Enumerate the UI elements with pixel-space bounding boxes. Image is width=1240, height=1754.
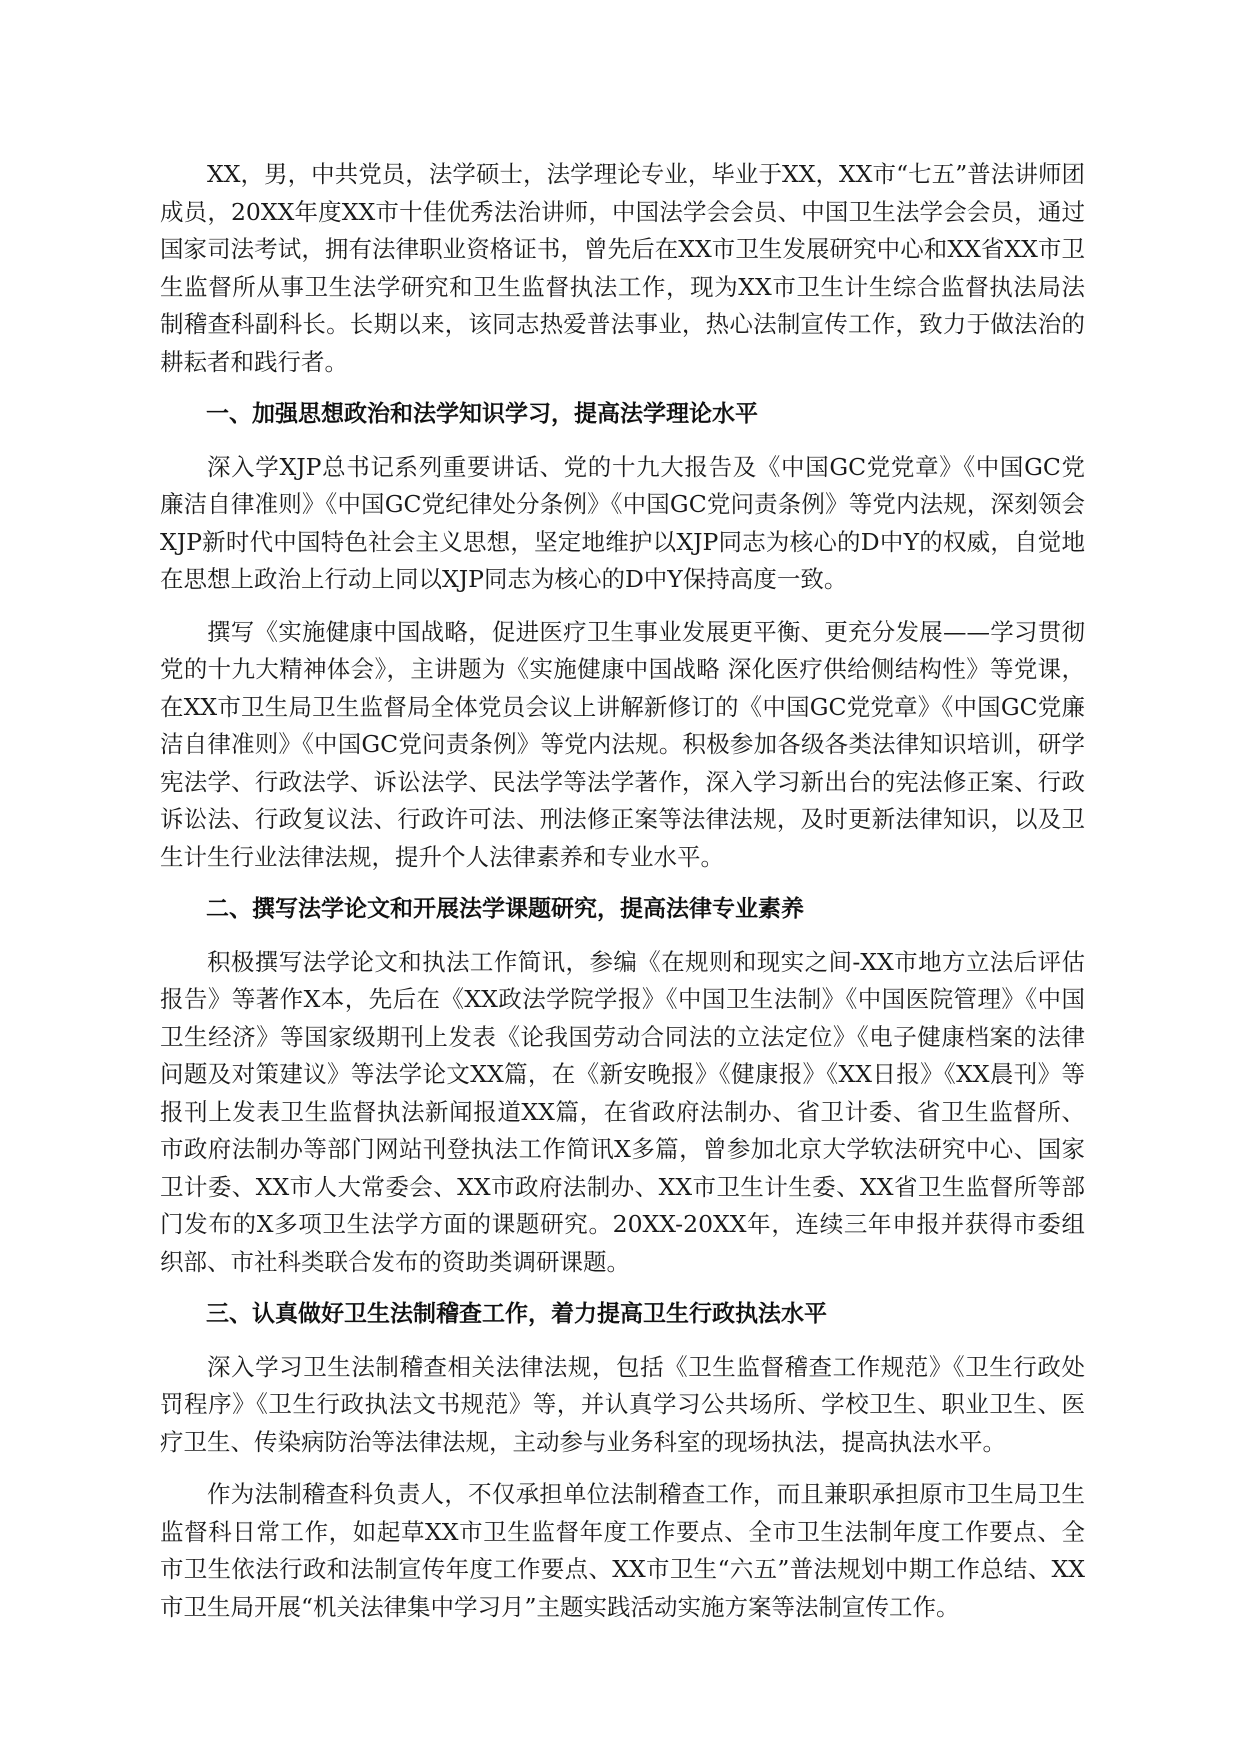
- section-1-paragraph-1: 深入学XJP总书记系列重要讲话、党的十九大报告及《中国GC党党章》《中国GC党廉洁自律准则》《中国GC党纪律处分条例》《中国GC党问责条例》等党内法规，深刻领会XJP新时代中国特色社会主义思想，坚定地维护以XJP同志为核心的D中Y的权威，自觉地在思想上政治上行动上同以XJP同志为核心的D中Y保持高度一致。: [160, 452, 1085, 593]
- section-3-paragraph-1: 深入学习卫生法制稽查相关法律法规，包括《卫生监督稽查工作规范》《卫生行政处罚程序》《卫生行政执法文书规范》等，并认真学习公共场所、学校卫生、职业卫生、医疗卫生、传染病防治等法律法规，主动参与业务科室的现场执法，提高执法水平。: [160, 1352, 1085, 1456]
- intro-paragraph: XX，男，中共党员，法学硕士，法学理论专业，毕业于XX，XX市“七五”普法讲师团成员，20XX年度XX市十佳优秀法治讲师，中国法学会会员、中国卫生法学会会员，通过国家司法考试，拥有法律职业资格证书，曾先后在XX市卫生发展研究中心和XX省XX市卫生监督所从事卫生法学研究和卫生监督执法工作，现为XX市卫生计生综合监督执法局法制稽查科副科长。长期以来，该同志热爱普法事业，热心法制宣传工作，致力于做法治的耕耘者和践行者。: [160, 160, 1085, 376]
- section-heading-2: 二、撰写法学论文和开展法学课题研究，提高法律专业素养: [206, 896, 804, 922]
- section-3-paragraph-2: 作为法制稽查科负责人，不仅承担单位法制稽查工作，而且兼职承担原市卫生局卫生监督科日常工作，如起草XX市卫生监督年度工作要点、全市卫生法制年度工作要点、全市卫生依法行政和法制宣传年度工作要点、XX市卫生“六五”普法规划中期工作总结、XX市卫生局开展“机关法律集中学习月”主题实践活动实施方案等法制宣传工作。: [160, 1480, 1085, 1621]
- section-1-paragraph-2: 撰写《实施健康中国战略，促进医疗卫生事业发展更平衡、更充分发展——学习贯彻党的十九大精神体会》，主讲题为《实施健康中国战略 深化医疗供给侧结构性》等党课，在XX市卫生局卫生监督局全体党员会议上讲解新修订的《中国GC党党章》《中国GC党廉洁自律准则》《中国GC党问责条例》等党内法规。积极参加各级各类法律知识培训，研学宪法学、行政法学、诉讼法学、民法学等法学著作，深入学习新出台的宪法修正案、行政诉讼法、行政复议法、行政许可法、刑法修正案等法律法规，及时更新法律知识，以及卫生计生行业法律法规，提升个人法律素养和专业水平。: [160, 617, 1085, 871]
- section-2-paragraph-1: 积极撰写法学论文和执法工作简讯，参编《在规则和现实之间-XX市地方立法后评估报告》等著作X本，先后在《XX政法学院学报》《中国卫生法制》《中国医院管理》《中国卫生经济》等国家级期刊上发表《论我国劳动合同法的立法定位》《电子健康档案的法律问题及对策建议》等法学论文XX篇，在《新安晚报》《健康报》《XX日报》《XX晨刊》等报刊上发表卫生监督执法新闻报道XX篇，在省政府法制办、省卫计委、省卫生监督所、市政府法制办等部门网站刊登执法工作简讯X多篇，曾参加北京大学软法研究中心、国家卫计委、XX市人大常委会、XX市政府法制办、XX市卫生计生委、XX省卫生监督所等部门发布的X多项卫生法学方面的课题研究。20XX-20XX年，连续三年申报并获得市委组织部、市社科类联合发布的资助类调研课题。: [160, 947, 1085, 1276]
- document-body: [160, 156, 1085, 1641]
- section-heading-1: 一、加强思想政治和法学知识学习，提高法学理论水平: [206, 401, 758, 427]
- section-heading-3: 三、认真做好卫生法制稽查工作，着力提高卫生行政执法水平: [206, 1301, 827, 1327]
